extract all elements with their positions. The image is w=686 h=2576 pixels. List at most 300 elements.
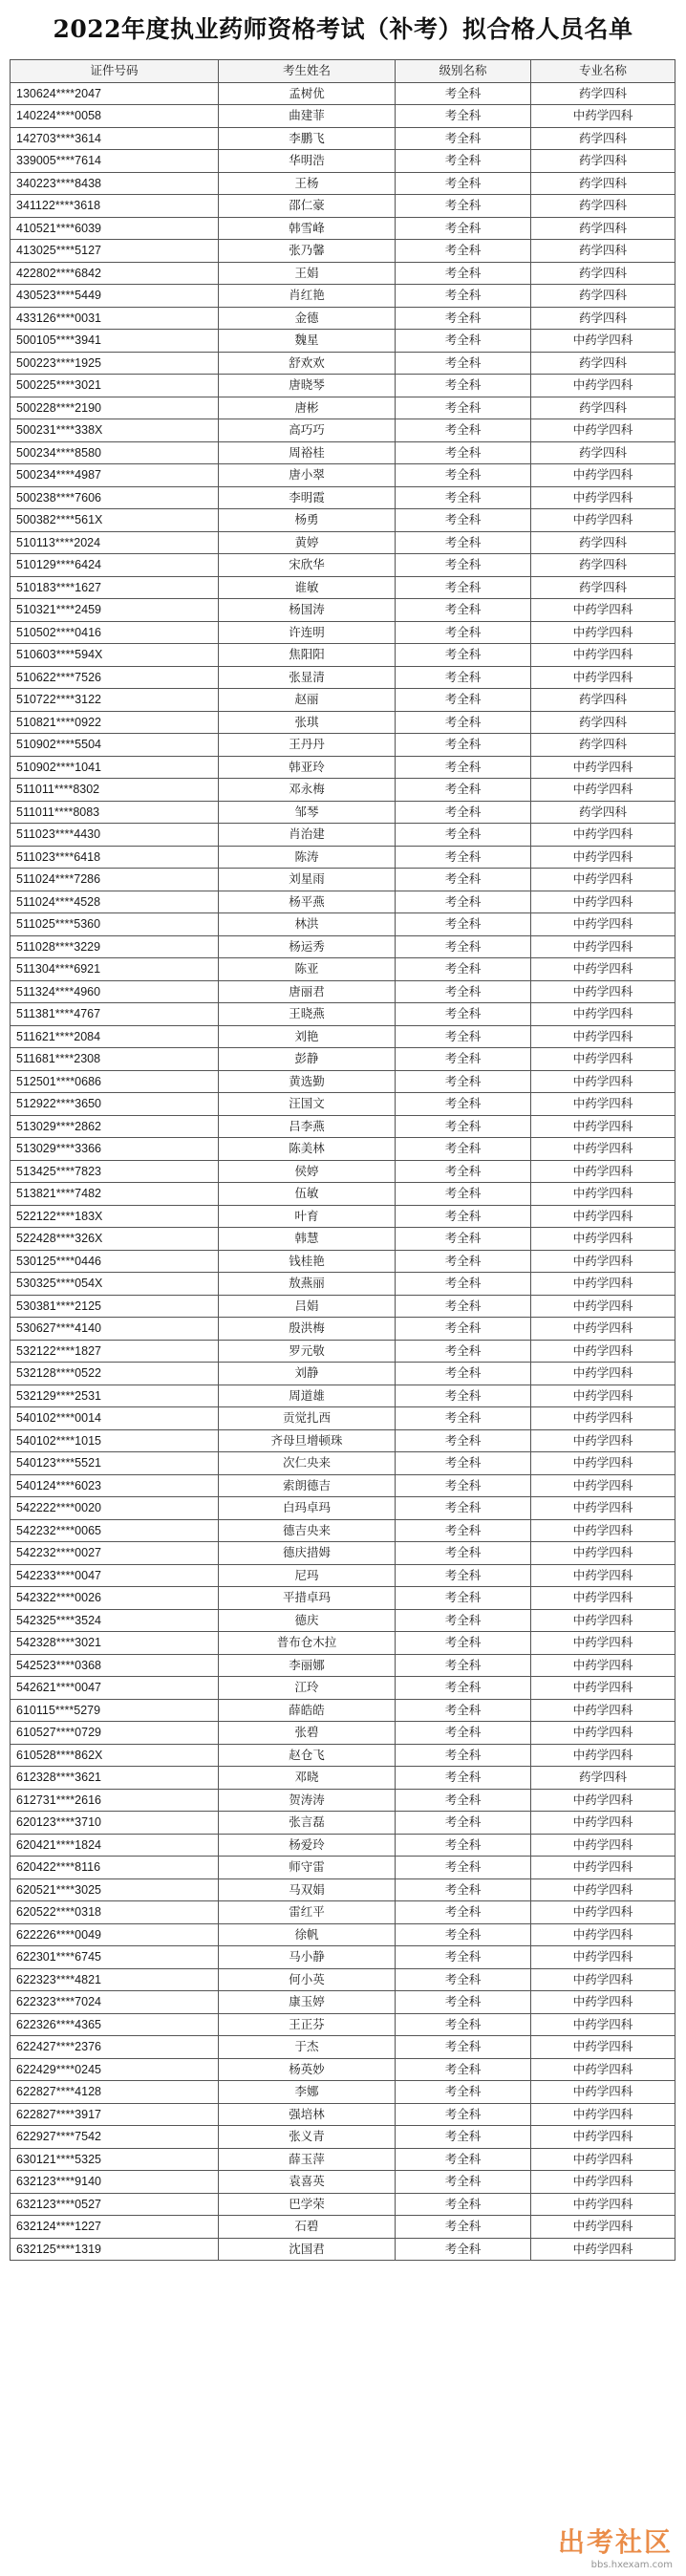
id-number-cell: 622301****6745 (11, 1946, 219, 1969)
table-row (11, 1677, 675, 1700)
id-number-cell: 510321****2459 (11, 599, 219, 622)
level-name-cell: 考全科 (396, 1160, 531, 1183)
candidate-name-cell: 张言磊 (219, 1812, 396, 1835)
candidate-name-cell: 邵仁豪 (219, 195, 396, 218)
candidate-name-cell: 赵仓飞 (219, 1744, 396, 1767)
candidate-name-cell: 王正芬 (219, 2013, 396, 2036)
major-name-cell: 中药学四科 (531, 1160, 675, 1183)
major-name-cell: 中药学四科 (531, 1699, 675, 1722)
major-name-cell: 中药学四科 (531, 2036, 675, 2059)
candidate-name-cell: 马小静 (219, 1946, 396, 1969)
major-name-cell: 中药学四科 (531, 2081, 675, 2104)
level-name-cell: 考全科 (396, 1991, 531, 2014)
table-row (11, 2036, 675, 2059)
major-name-cell: 中药学四科 (531, 644, 675, 667)
id-number-cell: 511024****4528 (11, 891, 219, 913)
level-name-cell: 考全科 (396, 1834, 531, 1857)
level-name-cell: 考全科 (396, 2171, 531, 2194)
candidate-name-cell: 邓永梅 (219, 779, 396, 802)
table-row (11, 1654, 675, 1677)
table-row (11, 2103, 675, 2126)
id-number-cell: 622827****3917 (11, 2103, 219, 2126)
table-row (11, 2148, 675, 2171)
candidate-name-cell: 林洪 (219, 913, 396, 936)
level-name-cell: 考全科 (396, 1542, 531, 1565)
table-row (11, 554, 675, 577)
id-number-cell: 622323****4821 (11, 1968, 219, 1991)
id-number-cell: 522428****326X (11, 1228, 219, 1251)
candidate-name-cell: 焦阳阳 (219, 644, 396, 667)
level-name-cell: 考全科 (396, 1901, 531, 1924)
candidate-name-cell: 马双娟 (219, 1878, 396, 1901)
level-name-cell: 考全科 (396, 1115, 531, 1138)
id-number-cell: 142703****3614 (11, 127, 219, 150)
major-name-cell: 中药学四科 (531, 1407, 675, 1430)
id-number-cell: 340223****8438 (11, 172, 219, 195)
table-row (11, 2216, 675, 2239)
level-name-cell: 考全科 (396, 2013, 531, 2036)
major-name-cell: 中药学四科 (531, 1923, 675, 1946)
major-name-cell: 中药学四科 (531, 913, 675, 936)
id-number-cell: 622827****4128 (11, 2081, 219, 2104)
id-number-cell: 530627****4140 (11, 1318, 219, 1341)
major-name-cell: 中药学四科 (531, 599, 675, 622)
level-name-cell: 考全科 (396, 150, 531, 173)
candidate-name-cell: 王杨 (219, 172, 396, 195)
table-body (11, 82, 675, 2261)
table-row (11, 1385, 675, 1407)
level-name-cell: 考全科 (396, 734, 531, 757)
table-row (11, 1115, 675, 1138)
level-name-cell: 考全科 (396, 599, 531, 622)
candidate-name-cell: 肖治建 (219, 824, 396, 847)
candidate-name-cell: 尼玛 (219, 1564, 396, 1587)
table-row (11, 262, 675, 285)
level-name-cell: 考全科 (396, 2148, 531, 2171)
table-row (11, 711, 675, 734)
id-number-cell: 622226****0049 (11, 1923, 219, 1946)
level-name-cell: 考全科 (396, 1519, 531, 1542)
table-row (11, 1318, 675, 1341)
id-number-cell: 510902****1041 (11, 756, 219, 779)
id-number-cell: 540124****6023 (11, 1474, 219, 1497)
level-name-cell: 考全科 (396, 2036, 531, 2059)
major-name-cell: 中药学四科 (531, 330, 675, 353)
id-number-cell: 511324****4960 (11, 980, 219, 1003)
candidate-name-cell: 德庆 (219, 1609, 396, 1632)
candidate-name-cell: 杨爱玲 (219, 1834, 396, 1857)
candidate-name-cell: 殷洪梅 (219, 1318, 396, 1341)
major-name-cell: 中药学四科 (531, 846, 675, 869)
level-name-cell: 考全科 (396, 2193, 531, 2216)
candidate-name-cell: 王娟 (219, 262, 396, 285)
level-name-cell: 考全科 (396, 262, 531, 285)
candidate-name-cell: 周道雄 (219, 1385, 396, 1407)
major-name-cell: 中药学四科 (531, 1654, 675, 1677)
major-name-cell: 中药学四科 (531, 1632, 675, 1655)
level-name-cell: 考全科 (396, 980, 531, 1003)
id-number-cell: 532129****2531 (11, 1385, 219, 1407)
candidate-name-cell: 普布仓木拉 (219, 1632, 396, 1655)
table-row (11, 1228, 675, 1251)
site-watermark (558, 2522, 673, 2570)
candidate-name-cell: 韩雪峰 (219, 217, 396, 240)
table-row (11, 441, 675, 464)
major-name-cell: 药学四科 (531, 711, 675, 734)
id-number-cell: 610527****0729 (11, 1722, 219, 1745)
major-name-cell: 中药学四科 (531, 2193, 675, 2216)
candidate-name-cell: 韩亚玲 (219, 756, 396, 779)
level-name-cell: 考全科 (396, 419, 531, 442)
id-number-cell: 500225****3021 (11, 375, 219, 397)
table-row (11, 1968, 675, 1991)
level-name-cell: 考全科 (396, 666, 531, 689)
table-row (11, 644, 675, 667)
table-row (11, 1048, 675, 1071)
candidate-name-cell: 汪国文 (219, 1093, 396, 1116)
id-number-cell: 540123****5521 (11, 1452, 219, 1475)
level-name-cell: 考全科 (396, 1699, 531, 1722)
table-row (11, 935, 675, 958)
major-name-cell: 中药学四科 (531, 1812, 675, 1835)
table-row (11, 285, 675, 308)
id-number-cell: 511304****6921 (11, 958, 219, 981)
level-name-cell: 考全科 (396, 1946, 531, 1969)
major-name-cell: 中药学四科 (531, 1564, 675, 1587)
candidate-name-cell: 德吉央来 (219, 1519, 396, 1542)
table-row (11, 1183, 675, 1206)
id-number-cell: 620123****3710 (11, 1812, 219, 1835)
level-name-cell: 考全科 (396, 891, 531, 913)
level-name-cell: 考全科 (396, 1857, 531, 1879)
id-number-cell: 632123****0527 (11, 2193, 219, 2216)
id-number-cell: 430523****5449 (11, 285, 219, 308)
major-name-cell: 中药学四科 (531, 1991, 675, 2014)
major-name-cell: 中药学四科 (531, 1295, 675, 1318)
table-row (11, 1295, 675, 1318)
candidate-name-cell: 李娜 (219, 2081, 396, 2104)
id-number-cell: 540102****0014 (11, 1407, 219, 1430)
candidate-name-cell: 齐母旦增顿珠 (219, 1429, 396, 1452)
id-number-cell: 510821****0922 (11, 711, 219, 734)
table-row (11, 1564, 675, 1587)
id-number-cell: 512922****3650 (11, 1093, 219, 1116)
major-name-cell: 中药学四科 (531, 1115, 675, 1138)
level-name-cell: 考全科 (396, 1474, 531, 1497)
level-name-cell: 考全科 (396, 2058, 531, 2081)
id-number-cell: 510902****5504 (11, 734, 219, 757)
major-name-cell: 中药学四科 (531, 1677, 675, 1700)
candidate-name-cell: 李丽娜 (219, 1654, 396, 1677)
table-row (11, 1452, 675, 1475)
major-name-cell: 中药学四科 (531, 1138, 675, 1161)
id-number-cell: 500105****3941 (11, 330, 219, 353)
level-name-cell: 考全科 (396, 1812, 531, 1835)
level-name-cell: 考全科 (396, 554, 531, 577)
level-name-cell: 考全科 (396, 1968, 531, 1991)
candidate-name-cell: 罗元敬 (219, 1340, 396, 1363)
id-number-cell: 540102****1015 (11, 1429, 219, 1452)
table-row (11, 734, 675, 757)
major-name-cell: 药学四科 (531, 172, 675, 195)
table-row (11, 1093, 675, 1116)
table-row (11, 1587, 675, 1610)
table-row (11, 801, 675, 824)
level-name-cell: 考全科 (396, 2216, 531, 2239)
major-name-cell: 中药学四科 (531, 2058, 675, 2081)
candidate-table-container (10, 59, 675, 2261)
level-name-cell: 考全科 (396, 2103, 531, 2126)
id-number-cell: 542222****0020 (11, 1497, 219, 1520)
major-name-cell: 中药学四科 (531, 2148, 675, 2171)
table-row (11, 1205, 675, 1228)
table-row (11, 307, 675, 330)
level-name-cell: 考全科 (396, 756, 531, 779)
level-name-cell: 考全科 (396, 1677, 531, 1700)
id-number-cell: 413025****5127 (11, 240, 219, 263)
table-row (11, 2171, 675, 2194)
level-name-cell: 考全科 (396, 172, 531, 195)
major-name-cell: 中药学四科 (531, 105, 675, 128)
level-name-cell: 考全科 (396, 913, 531, 936)
table-row (11, 1407, 675, 1430)
level-name-cell: 考全科 (396, 779, 531, 802)
table-row (11, 1497, 675, 1520)
major-name-cell: 中药学四科 (531, 1968, 675, 1991)
id-number-cell: 622927****7542 (11, 2126, 219, 2149)
table-row (11, 1834, 675, 1857)
id-number-cell: 339005****7614 (11, 150, 219, 173)
level-name-cell: 考全科 (396, 1025, 531, 1048)
major-name-cell: 药学四科 (531, 1767, 675, 1790)
major-name-cell: 中药学四科 (531, 824, 675, 847)
table-row (11, 150, 675, 173)
table-row (11, 419, 675, 442)
level-name-cell: 考全科 (396, 1632, 531, 1655)
level-name-cell: 考全科 (396, 1048, 531, 1071)
major-name-cell: 中药学四科 (531, 1385, 675, 1407)
level-name-cell: 考全科 (396, 375, 531, 397)
table-row (11, 127, 675, 150)
id-number-cell: 513029****3366 (11, 1138, 219, 1161)
candidate-name-cell: 刘静 (219, 1363, 396, 1385)
candidate-name-cell: 白玛卓玛 (219, 1497, 396, 1520)
candidate-name-cell: 黄选勤 (219, 1070, 396, 1093)
major-name-cell: 中药学四科 (531, 2126, 675, 2149)
major-name-cell: 中药学四科 (531, 935, 675, 958)
id-number-cell: 511023****6418 (11, 846, 219, 869)
major-name-cell: 药学四科 (531, 195, 675, 218)
level-name-cell: 考全科 (396, 824, 531, 847)
id-number-cell: 530381****2125 (11, 1295, 219, 1318)
major-name-cell: 药学四科 (531, 531, 675, 554)
level-name-cell: 考全科 (396, 464, 531, 487)
candidate-name-cell: 张碧 (219, 1722, 396, 1745)
level-name-cell: 考全科 (396, 509, 531, 532)
table-row (11, 1273, 675, 1296)
level-name-cell: 考全科 (396, 935, 531, 958)
table-row (11, 621, 675, 644)
id-number-cell: 620422****8116 (11, 1857, 219, 1879)
level-name-cell: 考全科 (396, 621, 531, 644)
id-number-cell: 542233****0047 (11, 1564, 219, 1587)
id-number-cell: 510129****6424 (11, 554, 219, 577)
level-name-cell: 考全科 (396, 105, 531, 128)
candidate-name-cell: 杨运秀 (219, 935, 396, 958)
candidate-name-cell: 韩慧 (219, 1228, 396, 1251)
candidate-name-cell: 李鹏飞 (219, 127, 396, 150)
table-row (11, 105, 675, 128)
candidate-name-cell: 贺涛涛 (219, 1789, 396, 1812)
major-name-cell: 中药学四科 (531, 1789, 675, 1812)
id-number-cell: 511681****2308 (11, 1048, 219, 1071)
major-name-cell: 药学四科 (531, 217, 675, 240)
table-row (11, 195, 675, 218)
level-name-cell: 考全科 (396, 397, 531, 419)
level-name-cell: 考全科 (396, 352, 531, 375)
major-name-cell: 药学四科 (531, 441, 675, 464)
table-row (11, 2081, 675, 2104)
candidate-name-cell: 钱桂艳 (219, 1250, 396, 1273)
id-number-cell: 140224****0058 (11, 105, 219, 128)
major-name-cell: 中药学四科 (531, 958, 675, 981)
table-row (11, 397, 675, 419)
id-number-cell: 622326****4365 (11, 2013, 219, 2036)
level-name-cell: 考全科 (396, 1363, 531, 1385)
major-name-cell: 药学四科 (531, 734, 675, 757)
major-name-cell: 中药学四科 (531, 2216, 675, 2239)
candidate-name-cell: 孟树优 (219, 82, 396, 105)
table-row (11, 576, 675, 599)
candidate-name-cell: 贡觉扎西 (219, 1407, 396, 1430)
table-row (11, 980, 675, 1003)
id-number-cell: 500234****4987 (11, 464, 219, 487)
level-name-cell: 考全科 (396, 1789, 531, 1812)
major-name-cell: 中药学四科 (531, 1497, 675, 1520)
major-name-cell: 药学四科 (531, 240, 675, 263)
level-name-cell: 考全科 (396, 1744, 531, 1767)
candidate-name-cell: 邓晓 (219, 1767, 396, 1790)
level-name-cell: 考全科 (396, 307, 531, 330)
major-name-cell: 中药学四科 (531, 1205, 675, 1228)
id-number-cell: 610528****862X (11, 1744, 219, 1767)
candidate-name-cell: 周裕桂 (219, 441, 396, 464)
candidate-name-cell: 刘艳 (219, 1025, 396, 1048)
table-row (11, 1722, 675, 1745)
level-name-cell: 考全科 (396, 644, 531, 667)
major-name-cell: 中药学四科 (531, 1250, 675, 1273)
table-row (11, 82, 675, 105)
table-row (11, 1744, 675, 1767)
level-name-cell: 考全科 (396, 846, 531, 869)
level-name-cell: 考全科 (396, 1452, 531, 1475)
id-number-cell: 612731****2616 (11, 1789, 219, 1812)
major-name-cell: 中药学四科 (531, 1363, 675, 1385)
level-name-cell: 考全科 (396, 1564, 531, 1587)
major-name-cell: 中药学四科 (531, 1070, 675, 1093)
level-name-cell: 考全科 (396, 1654, 531, 1677)
id-number-cell: 510722****3122 (11, 689, 219, 712)
table-row (11, 666, 675, 689)
major-name-cell: 中药学四科 (531, 666, 675, 689)
candidate-name-cell: 许连明 (219, 621, 396, 644)
id-number-cell: 610115****5279 (11, 1699, 219, 1722)
candidate-name-cell: 高巧巧 (219, 419, 396, 442)
table-row (11, 891, 675, 913)
level-name-cell: 考全科 (396, 958, 531, 981)
level-name-cell: 考全科 (396, 1205, 531, 1228)
id-number-cell: 510603****594X (11, 644, 219, 667)
table-row (11, 1767, 675, 1790)
header-major-name: 专业名称 (531, 60, 675, 83)
candidate-name-cell: 赵丽 (219, 689, 396, 712)
level-name-cell: 考全科 (396, 1767, 531, 1790)
level-name-cell: 考全科 (396, 1093, 531, 1116)
page-title: 2022年度执业药师资格考试（补考）拟合格人员名单 (53, 15, 633, 43)
candidate-name-cell: 索朗德吉 (219, 1474, 396, 1497)
id-number-cell: 511023****4430 (11, 824, 219, 847)
major-name-cell: 中药学四科 (531, 891, 675, 913)
level-name-cell: 考全科 (396, 531, 531, 554)
id-number-cell: 500238****7606 (11, 486, 219, 509)
table-row (11, 531, 675, 554)
table-row (11, 240, 675, 263)
id-number-cell: 511011****8083 (11, 801, 219, 824)
candidate-name-cell: 薛皓皓 (219, 1699, 396, 1722)
level-name-cell: 考全科 (396, 1407, 531, 1430)
id-number-cell: 542232****0027 (11, 1542, 219, 1565)
table-row (11, 172, 675, 195)
id-number-cell: 511381****4767 (11, 1003, 219, 1026)
table-row (11, 1812, 675, 1835)
watermark-url: bbs.hxexam.com (590, 2560, 673, 2570)
major-name-cell: 中药学四科 (531, 2171, 675, 2194)
id-number-cell: 542621****0047 (11, 1677, 219, 1700)
major-name-cell: 中药学四科 (531, 375, 675, 397)
id-number-cell: 532122****1827 (11, 1340, 219, 1363)
table-row (11, 2238, 675, 2261)
major-name-cell: 中药学四科 (531, 1452, 675, 1475)
level-name-cell: 考全科 (396, 1273, 531, 1296)
level-name-cell: 考全科 (396, 486, 531, 509)
id-number-cell: 622429****0245 (11, 2058, 219, 2081)
id-number-cell: 513425****7823 (11, 1160, 219, 1183)
level-name-cell: 考全科 (396, 1003, 531, 1026)
id-number-cell: 542325****3524 (11, 1609, 219, 1632)
major-name-cell: 药学四科 (531, 307, 675, 330)
id-number-cell: 542232****0065 (11, 1519, 219, 1542)
level-name-cell: 考全科 (396, 2081, 531, 2104)
candidate-table (10, 59, 675, 2261)
candidate-name-cell: 吕李燕 (219, 1115, 396, 1138)
candidate-name-cell: 王丹丹 (219, 734, 396, 757)
candidate-name-cell: 薛玉萍 (219, 2148, 396, 2171)
level-name-cell: 考全科 (396, 127, 531, 150)
major-name-cell: 药学四科 (531, 82, 675, 105)
table-row (11, 1363, 675, 1385)
candidate-name-cell: 杨英妙 (219, 2058, 396, 2081)
major-name-cell: 药学四科 (531, 397, 675, 419)
candidate-name-cell: 华明浩 (219, 150, 396, 173)
candidate-name-cell: 师守雷 (219, 1857, 396, 1879)
id-number-cell: 500231****338X (11, 419, 219, 442)
level-name-cell: 考全科 (396, 217, 531, 240)
candidate-name-cell: 袁喜英 (219, 2171, 396, 2194)
table-row (11, 1632, 675, 1655)
candidate-name-cell: 陈涛 (219, 846, 396, 869)
candidate-name-cell: 康玉婷 (219, 1991, 396, 2014)
table-row (11, 330, 675, 353)
